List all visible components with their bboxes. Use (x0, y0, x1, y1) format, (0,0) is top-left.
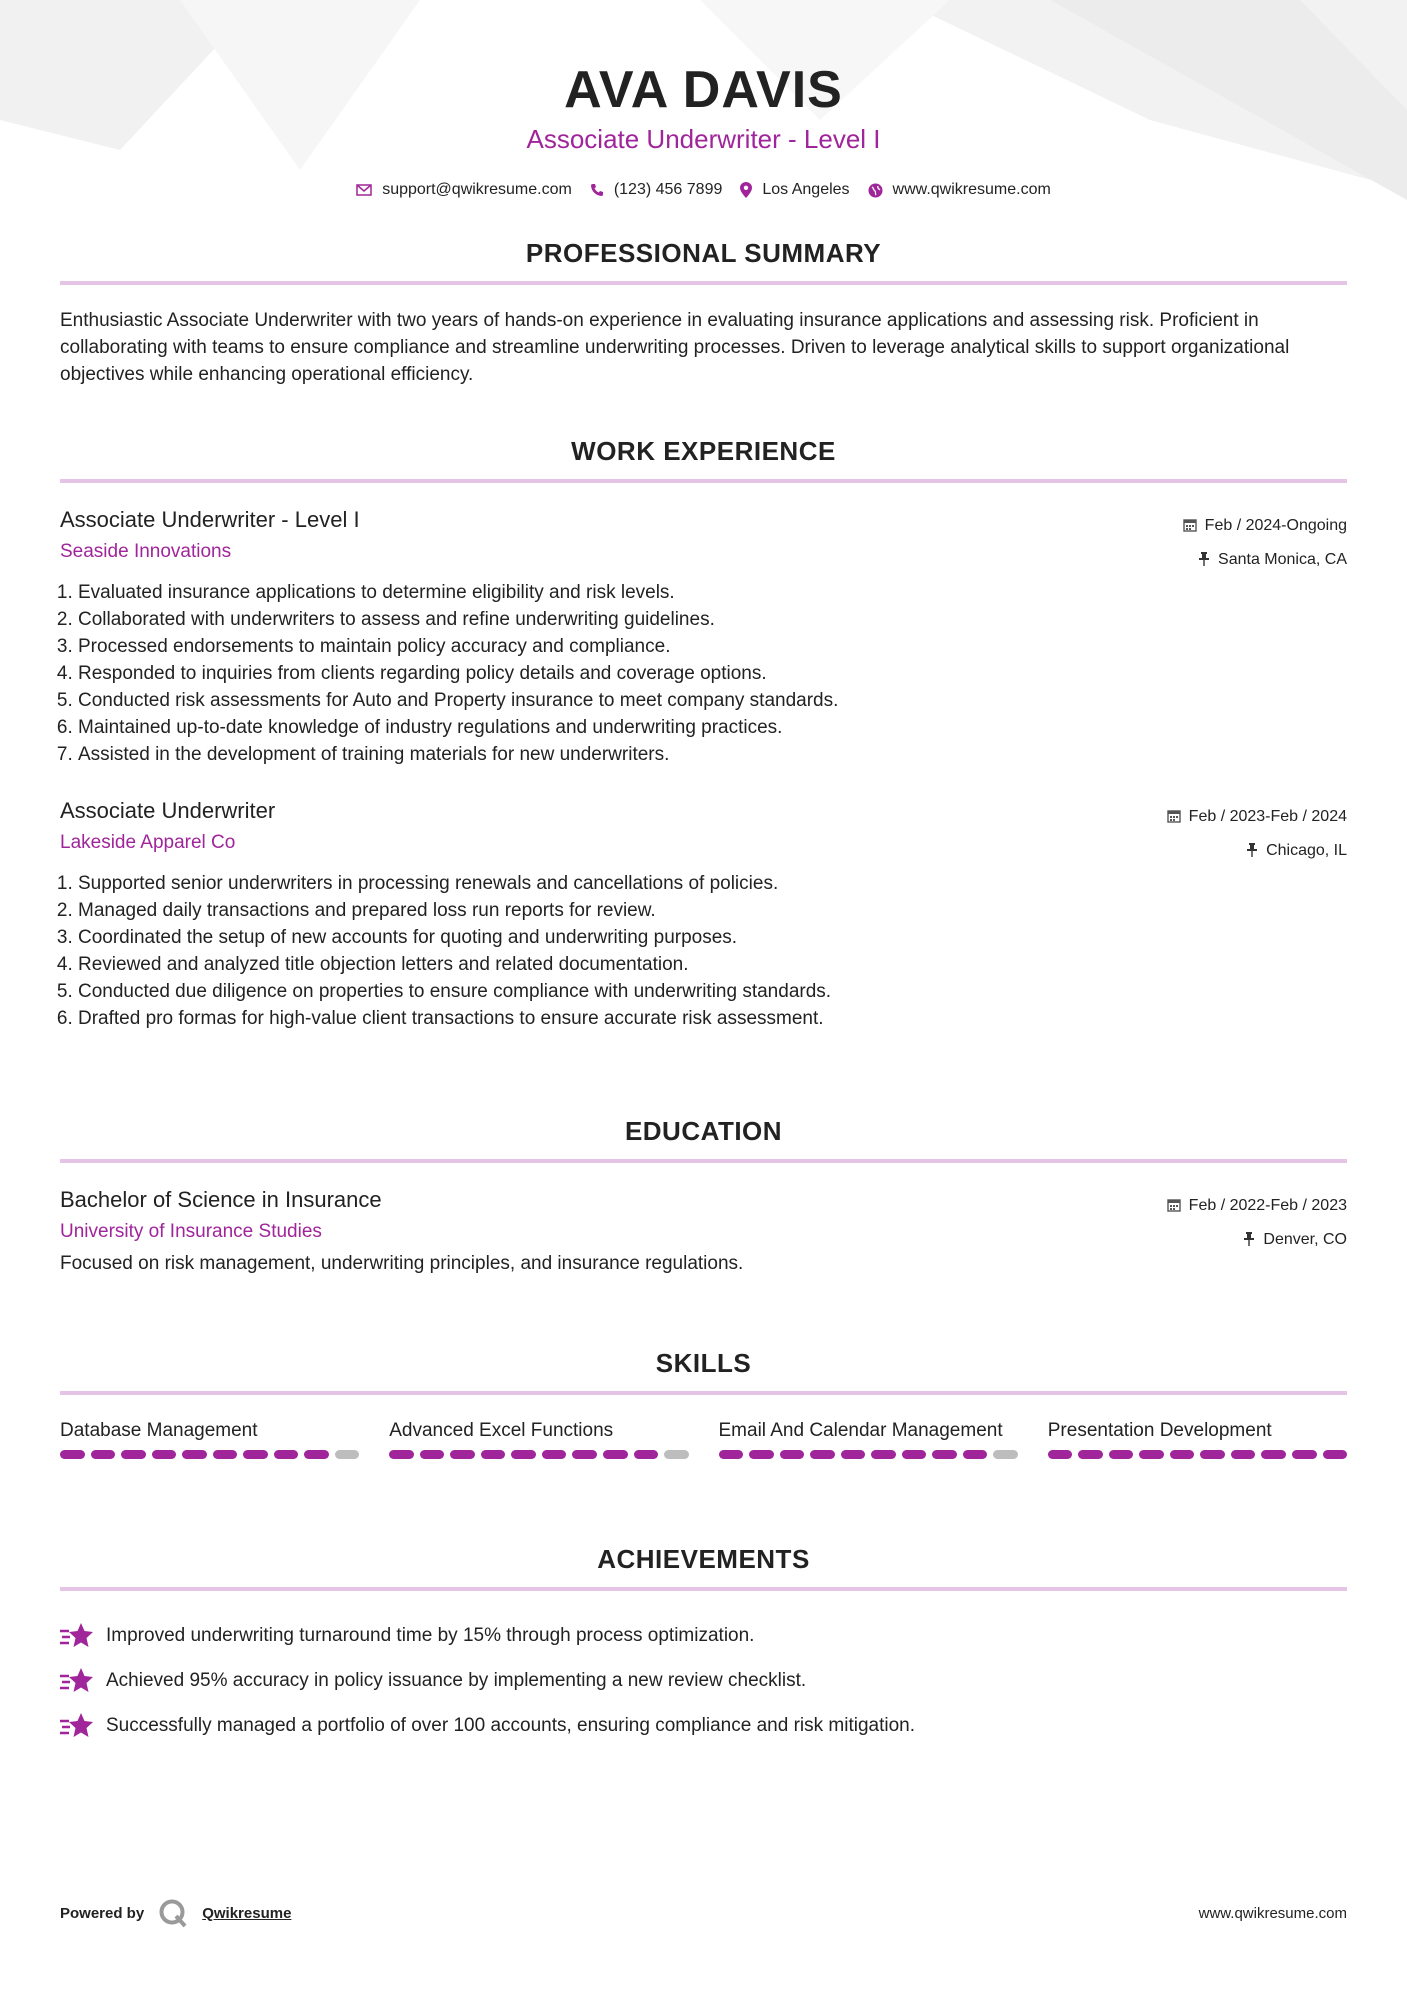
skill-name: Database Management (60, 1420, 258, 1441)
qwikresume-logo-icon (158, 1898, 188, 1928)
location-text: Los Angeles (762, 181, 850, 198)
footer (60, 1898, 1347, 1928)
skill-segment-filled (1231, 1450, 1256, 1459)
skill-segment-filled (213, 1450, 238, 1459)
skill-segment-filled (481, 1450, 506, 1459)
resume-header (0, 0, 1407, 199)
skills-section (60, 1348, 1347, 1459)
skill-segment-filled (1109, 1450, 1134, 1459)
list-item (60, 1703, 1347, 1748)
list-item: 3. Coordinated the setup of new accounts for quoting and underwriting purposes. (78, 924, 1347, 951)
list-item (60, 1658, 1347, 1703)
skill-item (389, 1417, 688, 1459)
contact-bar (0, 181, 1407, 199)
list-item: 2. Collaborated with underwriters to assess and refine underwriting guidelines. (78, 606, 1347, 633)
contact-phone[interactable] (590, 181, 723, 199)
education-description: Focused on risk management, underwriting principles, and insurance regulations. (60, 1253, 744, 1274)
skill-segment-filled (152, 1450, 177, 1459)
skill-level-bar (389, 1450, 688, 1459)
job-dates: Feb / 2023-Feb / 2024 (1188, 808, 1347, 825)
skill-item (1048, 1417, 1347, 1459)
skill-segment-filled (603, 1450, 628, 1459)
contact-location (740, 181, 849, 199)
education-section (60, 1116, 1347, 1275)
list-item: 6. Maintained up-to-date knowledge of industry regulations and underwriting practices. (78, 714, 1347, 741)
achievement-text: Improved underwriting turnaround time by 15% through process optimization. (106, 1624, 755, 1646)
list-item: 5. Conducted due diligence on properties to ensure compliance with underwriting standards. (78, 978, 1347, 1005)
job-location: Chicago, IL (1266, 842, 1347, 859)
section-divider (60, 1587, 1347, 1591)
skill-segment-filled (420, 1450, 445, 1459)
calendar-icon (1167, 809, 1181, 826)
education-entry (60, 1187, 1347, 1275)
list-item: 5. Conducted risk assessments for Auto and Property insurance to meet company standards. (78, 687, 1347, 714)
section-divider (60, 1159, 1347, 1163)
job-title: Associate Underwriter - Level I (60, 507, 360, 532)
job-bullets (60, 579, 1347, 768)
achievement-text: Successfully managed a portfolio of over 100 accounts, ensuring compliance and risk mitigation. (106, 1714, 915, 1736)
degree-title: Bachelor of Science in Insurance (60, 1187, 382, 1212)
candidate-title: Associate Underwriter - Level I (526, 124, 881, 154)
list-item: 1. Supported senior underwriters in processing renewals and cancellations of policies. (78, 870, 1347, 897)
job-title: Associate Underwriter (60, 798, 276, 823)
education-location: Denver, CO (1263, 1231, 1347, 1248)
star-icon (60, 1621, 94, 1651)
skill-segment-filled (1139, 1450, 1164, 1459)
skill-segment-filled (511, 1450, 536, 1459)
skill-segment-filled (1200, 1450, 1225, 1459)
skill-segment-empty (993, 1450, 1018, 1459)
skill-name: Advanced Excel Functions (389, 1420, 614, 1441)
achievements-section (60, 1544, 1347, 1748)
school-name: University of Insurance Studies (60, 1221, 322, 1242)
job-entry (60, 798, 1347, 1032)
skill-segment-filled (902, 1450, 927, 1459)
skill-segment-filled (274, 1450, 299, 1459)
skill-segment-filled (1292, 1450, 1317, 1459)
section-divider (60, 281, 1347, 285)
email-text: support@qwikresume.com (382, 181, 572, 198)
job-dates: Feb / 2024-Ongoing (1204, 517, 1347, 534)
phone-icon (590, 183, 604, 197)
summary-heading: PROFESSIONAL SUMMARY (525, 238, 882, 268)
job-company: Lakeside Apparel Co (60, 832, 236, 853)
skill-segment-filled (450, 1450, 475, 1459)
skill-segment-filled (121, 1450, 146, 1459)
education-dates: Feb / 2022-Feb / 2023 (1188, 1197, 1347, 1214)
brand-link[interactable]: Qwikresume (202, 1904, 292, 1922)
experience-heading: WORK EXPERIENCE (571, 436, 836, 466)
skill-segment-filled (749, 1450, 774, 1459)
summary-section (60, 238, 1347, 388)
education-meta (1167, 1189, 1347, 1257)
job-bullets (60, 870, 1347, 1032)
skill-segment-empty (664, 1450, 689, 1459)
skill-item (60, 1417, 359, 1459)
skill-segment-filled (389, 1450, 414, 1459)
list-item: 1. Evaluated insurance applications to determine eligibility and risk levels. (78, 579, 1347, 606)
skill-level-bar (60, 1450, 359, 1459)
skill-segment-filled (810, 1450, 835, 1459)
job-meta (1167, 800, 1347, 868)
skill-segment-filled (304, 1450, 329, 1459)
skill-segment-empty (335, 1450, 360, 1459)
skill-segment-filled (182, 1450, 207, 1459)
skill-segment-filled (871, 1450, 896, 1459)
skill-name: Email And Calendar Management (718, 1420, 1003, 1441)
skill-item (719, 1417, 1018, 1459)
candidate-name: AVA DAVIS (564, 61, 843, 119)
globe-icon (868, 183, 883, 198)
skills-heading: SKILLS (655, 1348, 752, 1378)
achievements-heading: ACHIEVEMENTS (597, 1544, 810, 1574)
skill-segment-filled (1261, 1450, 1286, 1459)
list-item: 3. Processed endorsements to maintain policy accuracy and compliance. (78, 633, 1347, 660)
skill-segment-filled (634, 1450, 659, 1459)
pushpin-icon (1246, 843, 1258, 860)
phone-text: (123) 456 7899 (613, 181, 723, 198)
skill-segment-filled (932, 1450, 957, 1459)
star-icon (60, 1711, 94, 1741)
skill-segment-filled (243, 1450, 268, 1459)
pushpin-icon (1198, 552, 1210, 569)
list-item: 2. Managed daily transactions and prepared loss run reports for review. (78, 897, 1347, 924)
achievements-list (60, 1613, 1347, 1748)
education-heading: EDUCATION (624, 1116, 783, 1146)
job-location: Santa Monica, CA (1218, 551, 1347, 568)
powered-by (60, 1898, 291, 1928)
job-entry (60, 507, 1347, 768)
map-pin-icon (740, 182, 752, 198)
section-divider (60, 479, 1347, 483)
skill-segment-filled (780, 1450, 805, 1459)
skill-segment-filled (91, 1450, 116, 1459)
list-item: 7. Assisted in the development of training materials for new underwriters. (78, 741, 1347, 768)
skill-segment-filled (572, 1450, 597, 1459)
job-meta (1183, 509, 1347, 577)
footer-website-link[interactable]: www.qwikresume.com (1198, 1904, 1347, 1922)
list-item: 4. Responded to inquiries from clients regarding policy details and coverage options. (78, 660, 1347, 687)
skill-segment-filled (1048, 1450, 1073, 1459)
section-divider (60, 1391, 1347, 1395)
website-text: www.qwikresume.com (892, 181, 1051, 198)
job-company: Seaside Innovations (60, 541, 232, 562)
contact-website[interactable] (868, 181, 1051, 199)
envelope-icon (356, 184, 372, 196)
star-icon (60, 1666, 94, 1696)
list-item: 6. Drafted pro formas for high-value client transactions to ensure accurate risk assessment. (78, 1005, 1347, 1032)
list-item: 4. Reviewed and analyzed title objection letters and related documentation. (78, 951, 1347, 978)
calendar-icon (1183, 518, 1197, 535)
experience-section (60, 436, 1347, 1032)
calendar-icon (1167, 1198, 1181, 1215)
summary-text: Enthusiastic Associate Underwriter with two years of hands-on experience in evaluating insurance applications and assessing risk. Proficient in collaborating with teams to ensure compliance and streamline underwriting processes. Driven to leverage analytical skills to support organizational objectives while enhancing operational efficiency. (60, 310, 1290, 385)
skill-segment-filled (60, 1450, 85, 1459)
skill-segment-filled (1078, 1450, 1103, 1459)
skill-segment-filled (542, 1450, 567, 1459)
skills-grid (60, 1417, 1347, 1459)
skill-level-bar (719, 1450, 1018, 1459)
contact-email[interactable] (356, 181, 572, 199)
achievement-text: Achieved 95% accuracy in policy issuance by implementing a new review checklist. (106, 1669, 807, 1691)
pushpin-icon (1243, 1232, 1255, 1249)
powered-by-label: Powered by (60, 1904, 145, 1922)
skill-level-bar (1048, 1450, 1347, 1459)
skill-segment-filled (719, 1450, 744, 1459)
skill-segment-filled (841, 1450, 866, 1459)
list-item (60, 1613, 1347, 1658)
skill-segment-filled (1323, 1450, 1348, 1459)
skill-segment-filled (1170, 1450, 1195, 1459)
skill-segment-filled (963, 1450, 988, 1459)
skill-name: Presentation Development (1047, 1420, 1272, 1441)
